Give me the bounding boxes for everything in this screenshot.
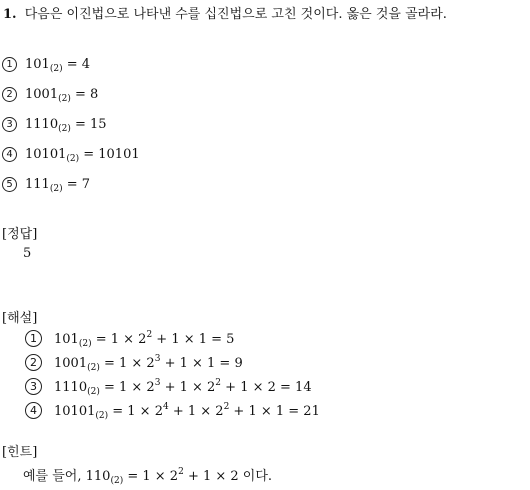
choice-marker: 1 [2,57,17,72]
choice-marker: 3 [2,117,17,132]
question-text: 다음은 이진법으로 나타낸 수를 십진법으로 고친 것이다. 옳은 것을 골라라. [24,7,447,22]
question-number: 1. [3,7,17,22]
solution-line-2 [25,354,243,373]
solution-subscript: (2) [87,387,100,397]
choice-value: = 8 [70,87,99,102]
solution-line-4 [25,402,320,421]
solution-marker: 2 [25,354,42,371]
answer-value: 5 [23,246,32,261]
hint-prefix: 예를 들어, [23,469,86,484]
hint-base: 110 [85,469,111,484]
choice-base: 1001 [25,87,59,102]
solution-part: + 1 × 1 = 9 [160,356,243,371]
solution-exponent: 3 [154,378,161,388]
solution-part: = 1 × 2 [91,332,147,347]
choice-value: = 7 [62,177,91,192]
choice-marker: 4 [2,147,17,162]
choice-subscript: (2) [66,154,80,164]
solution-part: + 1 × 2 = 14 [221,380,312,395]
solution-exponent: 4 [162,402,169,412]
solution-base: 1001 [54,356,88,371]
solution-exponent: 3 [154,354,161,364]
choice-base: 101 [25,57,50,72]
answer-label: [정답] [2,227,38,242]
solution-part: = 1 × 2 [108,404,163,419]
solution-part: = 1 × 2 [99,380,155,395]
solution-subscript: (2) [78,339,92,349]
choice-value: = 10101 [79,147,140,162]
hint-label: [힌트] [2,445,38,460]
hint-text [23,465,272,486]
question-title [3,3,447,22]
choice-base: 111 [25,177,50,192]
choice-subscript: (2) [58,124,71,134]
choice-value: = 4 [62,57,91,72]
solution-marker: 3 [25,378,42,395]
solution-part: + 1 × 2 [160,380,216,395]
solution-line-1 [25,330,234,349]
choice-subscript: (2) [58,94,71,104]
hint-exponent: 2 [178,467,184,477]
solution-label: [해설] [2,311,38,326]
solution-exponent: 2 [215,378,222,388]
choice-base: 10101 [25,147,67,162]
choice-1[interactable] [2,57,90,74]
choice-4[interactable] [2,147,140,164]
hint-part: + 1 × 2 이다. [183,469,273,484]
choice-subscript: (2) [49,64,63,74]
solution-exponent: 2 [146,330,153,340]
choice-base: 1110 [25,117,59,132]
solution-base: 1110 [54,380,88,395]
solution-base: 10101 [54,404,96,419]
choice-3[interactable] [2,117,107,134]
hint-subscript: (2) [110,476,124,486]
choice-subscript: (2) [49,184,63,194]
solution-marker: 4 [25,402,42,419]
solution-part: + 1 × 1 = 5 [152,332,235,347]
solution-subscript: (2) [87,363,100,373]
solution-part: + 1 × 2 [168,404,224,419]
solution-marker: 1 [25,330,42,347]
choice-2[interactable] [2,87,98,104]
choice-value: = 15 [70,117,107,132]
solution-part: = 1 × 2 [99,356,155,371]
solution-subscript: (2) [95,411,109,421]
solution-line-3 [25,378,312,397]
choice-marker: 2 [2,87,17,102]
solution-base: 101 [54,332,79,347]
choice-marker: 5 [2,177,17,192]
solution-exponent: 2 [223,402,230,412]
solution-part: + 1 × 1 = 21 [229,404,320,419]
choice-5[interactable] [2,177,90,194]
hint-part: = 1 × 2 [123,469,179,484]
